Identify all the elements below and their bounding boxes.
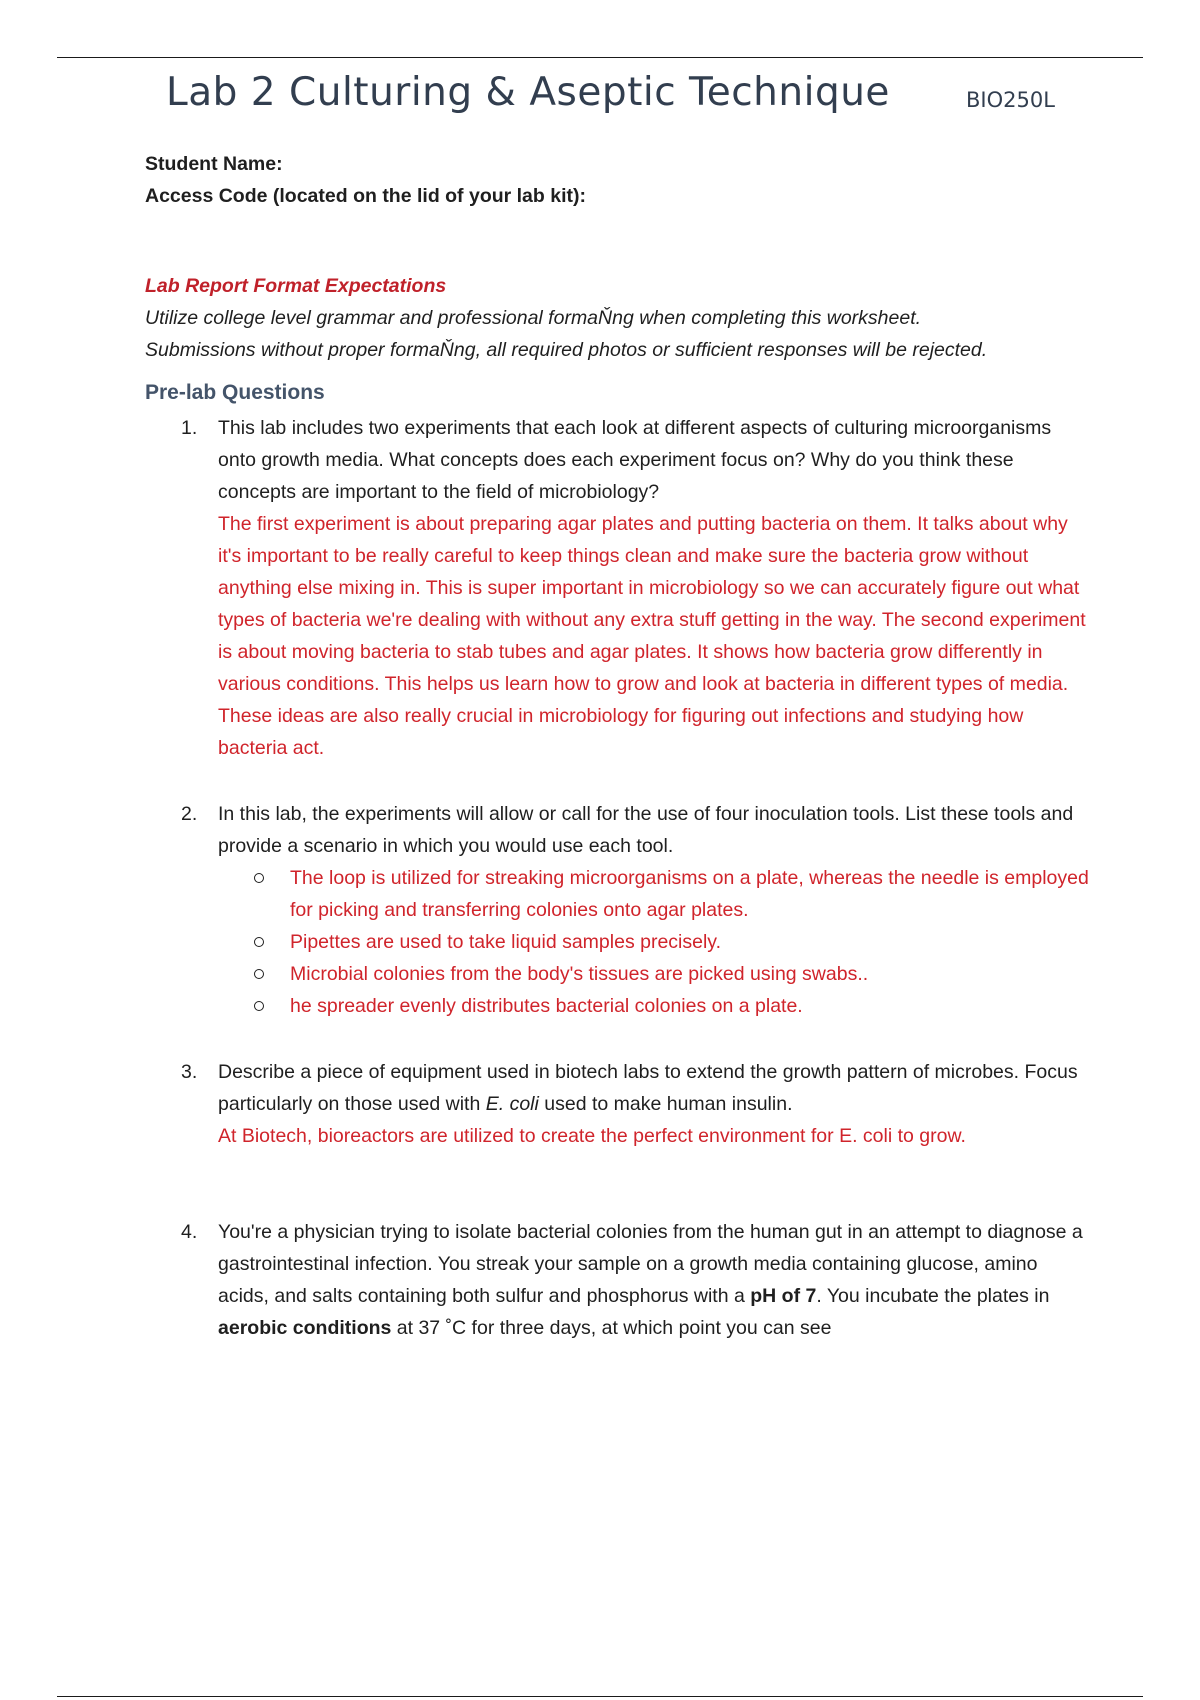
- question-3-answer: At Biotech, bioreactors are utilized to create the perfect environment for E. coli to grow.: [218, 1125, 966, 1147]
- question-2: [145, 798, 1090, 1022]
- question-2-text: In this lab, the experiments will allow or call for the use of four inoculation tools. List these tools and provide a scenario in which you would use each tool.: [218, 803, 1074, 857]
- question-1: [145, 412, 1090, 764]
- condition-term: aerobic conditions: [218, 1317, 392, 1339]
- answer-bullet: The loop is utilized for streaking microorganisms on a plate, whereas the needle is employed for picking and transferring colonies onto agar plates.: [218, 862, 1090, 926]
- prelab-heading: Pre-lab Questions: [145, 381, 325, 404]
- access-code-label: Access Code (located on the lid of your lab kit):: [145, 185, 586, 207]
- question-list: [145, 412, 1090, 1344]
- worksheet-body: [145, 148, 1090, 1344]
- question-4: [145, 1216, 1090, 1344]
- circle-bullet-icon: [254, 969, 264, 979]
- question-1-answer: The first experiment is about preparing agar plates and putting bacteria on them. It talks about why it's important to be really careful to keep things clean and make sure the bacteria grow without anything else mixing in. This is super important in microbiology so we can accurately figure out what types of bacteria we're dealing with without any extra stuff getting in the way. The second experiment is about moving bacteria to stab tubes and agar plates. It shows how bacteria grow differently in various conditions. This helps us learn how to grow and look at bacteria in different types of media. These ideas are also really crucial in microbiology for figuring out infections and studying how bacteria act.: [218, 513, 1086, 759]
- ph-value: pH of 7: [750, 1285, 817, 1307]
- question-2-answer-list: [218, 862, 1090, 1022]
- question-3-text: Describe a piece of equipment used in biotech labs to extend the growth pattern of microbes. Focus particularly on those used with E. coli used to make human insulin.: [218, 1061, 1078, 1115]
- answer-bullet: Pipettes are used to take liquid samples precisely.: [218, 926, 1090, 958]
- top-rule: [57, 57, 1143, 58]
- page-title: Lab 2 Culturing & Aseptic Technique: [166, 70, 890, 115]
- question-1-number: 1.: [181, 417, 198, 439]
- format-line-2: Submissions without proper formaŇng, all required photos or sufficient responses will be rejected.: [145, 339, 988, 361]
- question-3: [145, 1056, 1090, 1152]
- circle-bullet-icon: [254, 873, 264, 883]
- question-2-number: 2.: [181, 803, 198, 825]
- question-3-number: 3.: [181, 1061, 198, 1083]
- question-4-number: 4.: [181, 1221, 198, 1243]
- question-1-text: This lab includes two experiments that each look at different aspects of culturing microorganisms onto growth media. What concepts does each experiment focus on? Why do you think these concepts are important to the field of microbiology?: [218, 417, 1052, 503]
- bottom-rule: [57, 1696, 1143, 1697]
- answer-bullet: Microbial colonies from the body's tissues are picked using swabs..: [218, 958, 1090, 990]
- answer-bullet: he spreader evenly distributes bacterial colonies on a plate.: [218, 990, 1090, 1022]
- circle-bullet-icon: [254, 1001, 264, 1011]
- circle-bullet-icon: [254, 937, 264, 947]
- course-code: BIO250L: [966, 88, 1055, 112]
- document-header: [166, 70, 1066, 120]
- student-name-label: Student Name:: [145, 153, 283, 175]
- organism-name: E. coli: [485, 1093, 539, 1115]
- format-line-1: Utilize college level grammar and professional formaŇng when completing this worksheet.: [145, 307, 922, 329]
- question-4-text: You're a physician trying to isolate bacterial colonies from the human gut in an attempt to diagnose a gastrointestinal infection. You streak your sample on a growth media containing glucose, amino acids, and salts containing both sulfur and phosphorus with a pH of 7. You incubate the plates in aerobic conditions at 37 ˚C for three days, at which point you can see: [218, 1221, 1083, 1339]
- format-heading: Lab Report Format Expectations: [145, 275, 447, 297]
